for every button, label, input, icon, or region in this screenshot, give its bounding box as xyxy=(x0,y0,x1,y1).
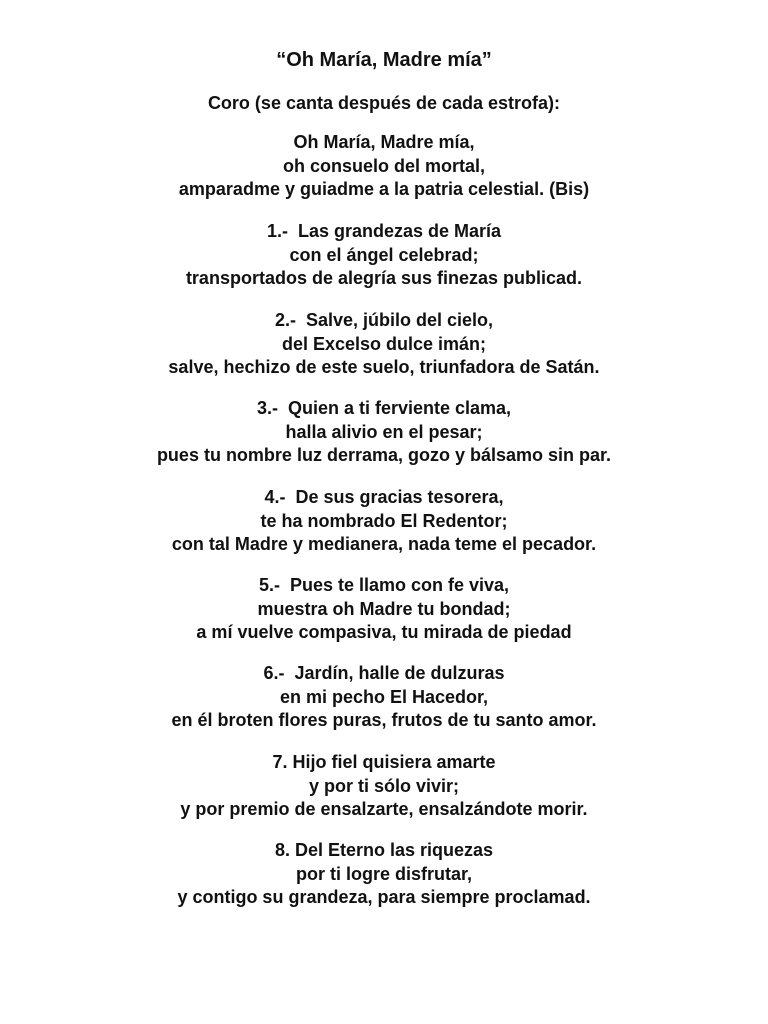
stanza-line: y por ti sólo vivir; xyxy=(308,775,460,796)
stanza-3 xyxy=(0,397,768,468)
stanza-line: te ha nombrado El Redentor; xyxy=(260,510,508,531)
stanza-line: con el ángel celebrad; xyxy=(289,244,479,265)
stanza-line: a mí vuelve compasiva, tu mirada de piedad xyxy=(196,622,572,642)
chorus-line: amparadme y guiadme a la patria celestial. (Bis) xyxy=(178,179,590,199)
stanza-line: y contigo su grandeza, para siempre proclamad. xyxy=(177,887,591,907)
stanza-line: 3.- Quien a ti ferviente clama, xyxy=(256,398,512,418)
stanza-5 xyxy=(0,574,768,645)
stanza-line: 8. Del Eterno las riquezas xyxy=(274,840,494,860)
stanza-8 xyxy=(0,839,768,910)
stanza-line: 1.- Las grandezas de María xyxy=(266,221,502,241)
chorus-line: Oh María, Madre mía, xyxy=(293,132,475,152)
stanza-1 xyxy=(0,220,768,291)
stanza-line: 4.- De sus gracias tesorera, xyxy=(264,487,504,507)
song-title: “Oh María, Madre mía” xyxy=(276,49,492,71)
stanza-line: con tal Madre y medianera, nada teme el pecador. xyxy=(171,534,597,554)
stanza-4 xyxy=(0,486,768,557)
stanza-line: 2.- Salve, júbilo del cielo, xyxy=(274,310,494,330)
stanza-line: en él broten flores puras, frutos de tu santo amor. xyxy=(171,710,597,730)
stanza-6 xyxy=(0,662,768,733)
stanza-line: muestra oh Madre tu bondad; xyxy=(257,598,511,619)
stanza-line: halla alivio en el pesar; xyxy=(285,421,483,442)
stanza-line: del Excelso dulce imán; xyxy=(281,333,487,354)
stanza-line: por ti logre disfrutar, xyxy=(295,863,473,884)
chorus-heading: Coro (se canta después de cada estrofa): xyxy=(207,93,561,113)
stanza-line: y por premio de ensalzarte, ensalzándote morir. xyxy=(180,799,588,819)
stanza-line: transportados de alegría sus finezas publicad. xyxy=(185,268,583,288)
stanza-line: 7. Hijo fiel quisiera amarte xyxy=(272,752,496,772)
stanza-line: 5.- Pues te llamo con fe viva, xyxy=(258,575,510,595)
stanza-line: salve, hechizo de este suelo, triunfadora de Satán. xyxy=(168,357,600,377)
stanza-line: en mi pecho El Hacedor, xyxy=(279,686,489,707)
stanza-2 xyxy=(0,309,768,380)
chorus-line: oh consuelo del mortal, xyxy=(282,155,486,176)
stanza-line: pues tu nombre luz derrama, gozo y bálsamo sin par. xyxy=(156,445,612,465)
stanza-7 xyxy=(0,751,768,822)
chorus xyxy=(0,131,768,202)
stanza-line: 6.- Jardín, halle de dulzuras xyxy=(263,663,505,683)
